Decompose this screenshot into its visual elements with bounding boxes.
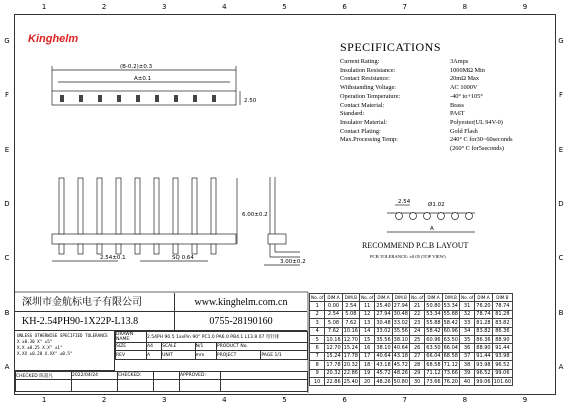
table-cell: 30 [409,377,424,385]
column-label: 6 [342,3,347,11]
table-cell: 55.88 [443,311,458,318]
dim-pitch-label: 2.54±0.1 [100,255,126,261]
table-cell: 26 [409,344,424,352]
table-cell: 12 [359,310,374,318]
column-label: 6 [342,396,347,404]
row-label: B [4,308,10,317]
table-cell: 25.40 [376,303,391,310]
table-cell: 38 [459,361,474,369]
table-cell: 21 [409,302,424,310]
table-cell: 99.06 [476,378,491,385]
table-cell: 33.02 [376,328,391,335]
table-cell: 4 [310,327,325,335]
table-cell: 24 [409,327,424,335]
row-label: A [558,362,564,371]
row-label: F [4,91,10,100]
company-logo: Kinghelm [28,33,79,45]
specifications-title: SPECIFICATIONS [340,40,442,54]
table-cell: 18 [359,361,374,369]
dim-250-label: 2.50 [244,98,257,104]
table-cell: 25 [409,335,424,343]
table-cell: 63.50 [443,336,458,343]
table-cell: 7.62 [325,327,342,335]
table-cell: 1 [310,302,325,310]
table-cell: 78.74 [476,311,491,318]
column-label: 2 [101,396,107,404]
table-cell: 60.96 [443,328,458,335]
table-cell: 73.66 [426,378,441,385]
table-cell: 28 [409,361,424,369]
dim-a-label: A±0.1 [134,76,152,82]
table-cell: 50.80 [393,378,408,385]
column-label: 3 [162,396,167,404]
table-cell: 55.88 [426,319,441,326]
row-label: E [558,145,564,154]
column-label: 8 [462,396,468,404]
table-cell: 12.70 [343,336,358,343]
table-cell: 3 [310,319,325,327]
table-cell: 81.28 [492,310,513,318]
spec-row: Contact Plating: Gold Flash [340,127,478,135]
table-cell: 8 [310,361,325,369]
dim-side-label: 3.00±0.2 [280,259,306,265]
table-cell: 43.18 [393,353,408,360]
table-cell: 20 [359,377,374,385]
table-cell: 27.94 [376,311,391,318]
table-cell: 34 [459,327,474,335]
row-label: C [558,254,564,263]
table-cell: 88.90 [476,345,491,352]
table-cell: 10 [310,377,325,385]
column-label: 4 [222,396,227,404]
table-cell: 12.70 [326,345,341,352]
table-cell: 58.42 [426,328,441,335]
column-label: 9 [522,3,528,11]
table-cell: 2.54 [342,302,359,310]
column-label: 1 [41,396,47,404]
table-cell: 35 [459,335,474,343]
table-cell: 50.80 [426,303,441,310]
pcb-layout-title: RECOMMEND P.C.B LAYOUT [362,241,469,250]
table-cell: 17 [359,352,374,360]
company-phone: 0755-28190160 [175,312,307,331]
column-label: 9 [522,396,528,404]
table-cell: 91.44 [476,353,491,360]
spec-row: Standard: PA6T [340,110,465,118]
pcb-hole-label: Ø1.02 [428,202,445,208]
side-view-body [268,234,286,244]
column-label: 1 [41,3,47,11]
table-row [310,302,513,310]
table-cell: 86.36 [492,327,513,335]
table-cell: 5.08 [342,310,359,318]
table-cell: 27 [409,352,424,360]
dim-b-label: (B-0.2)±0.3 [120,64,153,70]
table-row [310,377,513,385]
row-label: D [558,199,564,208]
table-row [310,352,513,360]
table-cell: 15.24 [343,345,358,352]
table-cell: 14 [359,327,374,335]
table-cell: 22.86 [326,378,341,385]
table-cell: 88.90 [492,335,513,343]
table-cell: 2 [310,310,325,318]
column-label: 2 [101,3,107,11]
specifications-panel [340,40,550,154]
table-cell: 16 [359,344,374,352]
table-cell: 60.96 [426,336,441,343]
table-cell: 93.98 [476,361,491,368]
column-label: 5 [282,396,287,404]
table-cell: 40.64 [376,353,391,360]
table-cell: 35.56 [393,328,408,335]
spec-row: Withstanding Voltage: AC 1000V [340,84,478,92]
column-label: 4 [222,3,227,11]
table-cell: 17.78 [343,353,358,360]
part-number: KH-2.54PH90-1X22P-L13.8 [15,312,175,331]
spec-row: Contact Resistance: 20mΩ Max [340,75,479,83]
table-cell: 66.04 [443,345,458,352]
table-cell: 86.36 [476,336,491,343]
table-cell: 23 [409,319,424,327]
table-cell: 30.48 [376,319,391,326]
table-cell: 71.12 [426,370,441,377]
table-cell: 99.06 [492,369,513,377]
pcb-tolerance: PCB TOLERANCE: ±0.05 (TOP VIEW) [370,254,446,259]
table-cell: 10.16 [343,328,358,335]
spec-row: Max.Processing Temp: 240° C for30~60seconds [340,136,513,144]
column-label: 8 [462,3,468,11]
table-cell: 17.78 [326,361,341,368]
table-cell: 22 [409,310,424,318]
table-cell: 81.28 [476,319,491,326]
company-name: 深圳市金航标电子有限公司 [15,293,175,312]
table-cell: 22.86 [343,370,358,377]
table-cell: 9 [310,369,325,377]
company-website: www.kinghelm.com.cn [175,293,307,312]
row-label: E [4,145,10,154]
table-cell: 7.62 [342,319,359,327]
spec-row: (260° C for5seconds) [450,145,504,153]
table-cell: 7 [310,352,325,360]
table-cell: 30.48 [393,311,408,318]
table-cell: 63.50 [426,345,441,352]
table-cell: 40 [459,377,474,385]
column-label: 7 [402,396,407,404]
table-cell: 15 [359,335,374,343]
table-row [310,310,513,318]
pin-dimension-table [309,293,513,386]
column-label: 3 [162,3,167,11]
table-cell: 45.72 [376,370,391,377]
table-cell: 11 [359,302,374,310]
table-cell: 19 [359,369,374,377]
table-row [310,335,513,343]
dim-height-label: 6.00±0.2 [242,212,268,218]
table-cell: 20.32 [326,370,341,377]
tolerance-note: UNLESS OTHERWISE SPECIFIED TOLERANCE X ±0.30 X° ±5° X.X ±0.25 X.X° ±1° X.XX ±0.20 X.XX° ±0.5° [15,331,115,371]
table-cell: 66.04 [426,353,441,360]
drawing-date: 2022/04/24 [72,372,118,380]
table-row [310,369,513,377]
table-cell: 76.20 [443,378,458,385]
table-cell: 43.18 [376,361,391,368]
table-row [310,361,513,369]
spec-row: Insulator Material: Polyester(UL 94V-0) [340,118,503,126]
table-cell: 48.26 [376,378,391,385]
drawn-name-label: DRAWN NAME: [116,332,147,343]
column-label: 5 [282,3,287,11]
row-label: D [4,199,10,208]
column-label: 7 [402,3,407,11]
table-cell: 10.16 [326,336,341,343]
header-body-front [52,234,236,244]
spec-row: Operation Temperature: -40° to+105° [340,92,483,100]
row-label: A [4,362,10,371]
table-cell: 83.82 [476,328,491,335]
table-row [310,344,513,352]
table-cell: 53.34 [426,311,441,318]
approval-table: CHECKED 陈超凡 2022/04/24 CHECKED: APPROVED: [15,371,308,392]
drawing-info-table: DRAWN NAME: 2.54PH 90.5 1xxPin 90° PC1.0 PA6.0 PB4.1 L13.8 07 弯针排 SIZE A4 SCALE N/1 PRODUCT No. REV A UNIT mm PROJECT PAGE 1/1 [115,331,308,360]
dim-sq-label: SQ 0.64 [172,255,194,261]
table-cell: 35.56 [376,336,391,343]
table-cell: 78.74 [492,302,513,310]
table-cell: 0.00 [325,302,342,310]
table-cell: 93.98 [492,352,513,360]
table-cell: 2.54 [325,310,342,318]
table-cell: 33 [459,319,474,327]
table-cell: 91.44 [492,344,513,352]
table-cell: 33.02 [393,319,408,326]
table-cell: 96.52 [492,361,513,369]
table-cell: 71.12 [443,361,458,368]
table-cell: 76.20 [476,303,491,310]
spec-row: Contact Material: Brass [340,101,464,109]
table-row [310,319,513,327]
table-cell: 38.10 [393,336,408,343]
table-cell: 5 [310,335,325,343]
table-cell: 68.58 [426,361,441,368]
table-cell: 15.24 [326,353,341,360]
table-cell: 32 [459,310,474,318]
table-cell: 38.10 [376,345,391,352]
row-label: C [4,254,10,263]
table-header-row: No. of DIM.A DIM.B No. of DIM.A DIM.B No. of DIM.A DIM.B No. of DIM.A DIM.B [310,294,513,302]
pcb-pitch-label: 2.54 [398,199,411,205]
table-cell: 45.72 [393,361,408,368]
table-cell: 37 [459,352,474,360]
table-row [310,327,513,335]
table-cell: 83.82 [492,319,513,327]
table-cell: 29 [409,369,424,377]
table-cell: 58.42 [443,319,458,326]
table-cell: 53.34 [443,303,458,310]
table-cell: 96.52 [476,370,491,377]
table-cell: 6 [310,344,325,352]
table-cell: 5.08 [325,319,342,327]
table-cell: 48.26 [393,370,408,377]
table-cell: 68.58 [443,353,458,360]
table-cell: 25.40 [343,378,358,385]
row-label: B [558,308,564,317]
page-number: PAGE 1/1 [261,351,308,360]
table-cell: 27.94 [393,303,408,310]
row-label: F [558,91,564,100]
drawn-name: 2.54PH 90.5 1xxPin 90° PC1.0 PA6.0 PB4.1 L13.8 07 弯针排 [147,332,308,343]
table-cell: 40.64 [393,345,408,352]
table-cell: 39 [459,369,474,377]
table-cell: 13 [359,319,374,327]
table-cell: 101.60 [493,378,512,385]
row-label: G [4,37,10,46]
spec-row: Insulation Resistance: 1000MΩ Min [340,66,485,74]
spec-row: Current Rating: 3Amps [340,58,469,65]
table-cell: 73.66 [443,370,458,377]
checked-by: CHECKED 陈超凡 [16,372,72,380]
table-cell: 20.32 [343,361,358,368]
row-label: G [558,37,564,46]
pcb-a-label: A [430,226,434,232]
table-cell: 31 [459,302,474,310]
table-cell: 36 [459,344,474,352]
